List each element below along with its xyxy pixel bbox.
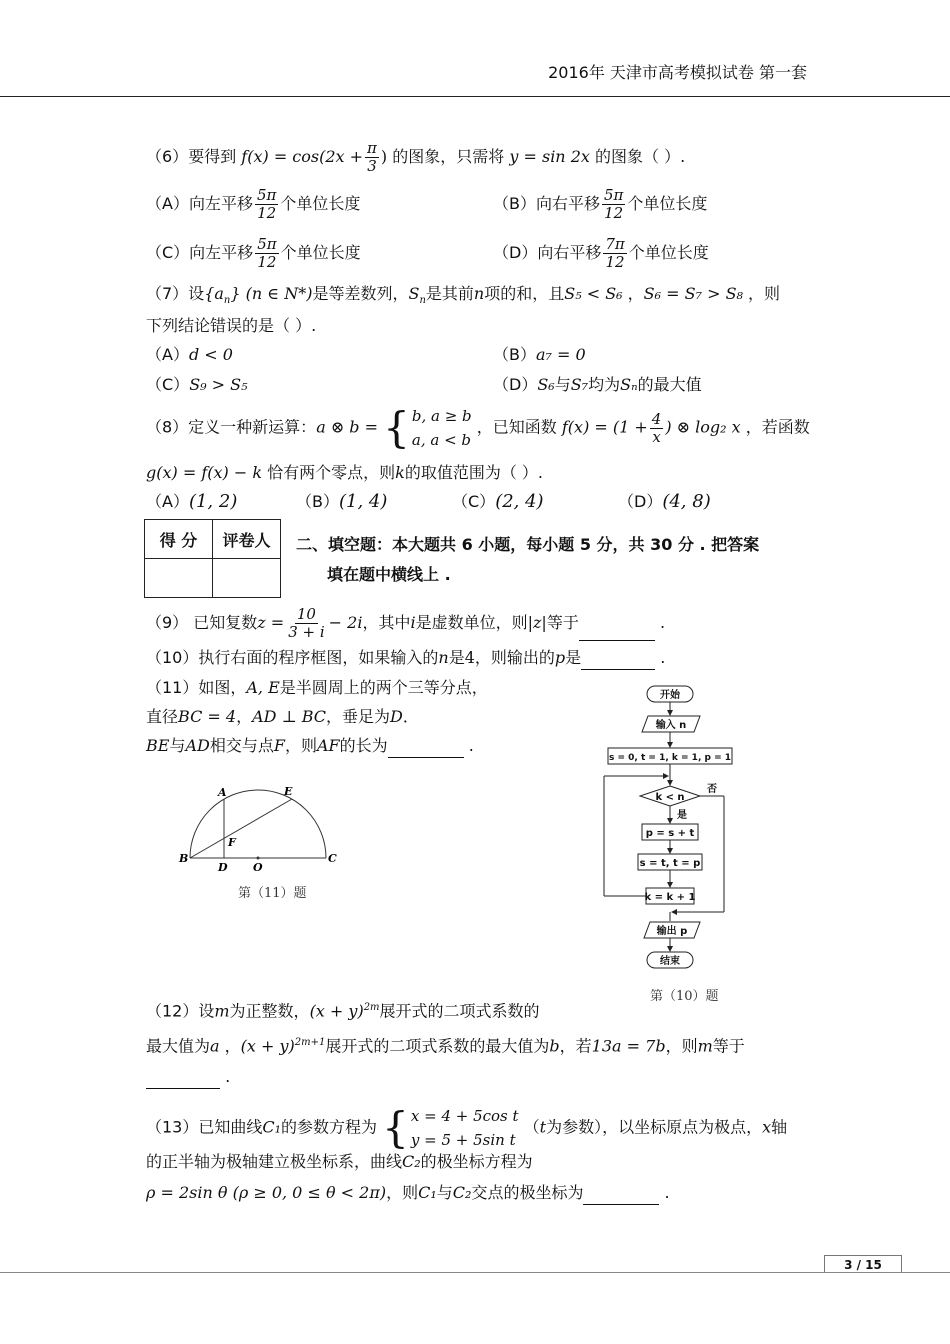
q8-option-c [452, 490, 544, 514]
q13-row1: x = 4 + 5cos t [410, 1107, 519, 1125]
flow-step-3-text: k = k + 1 [644, 892, 696, 903]
q12-l1b: 为正整数， [229, 1001, 310, 1021]
q12-b: b [549, 1036, 560, 1056]
q6-a-den: 12 [257, 204, 277, 222]
q13-l1d: 为参数），以坐标原点为极点， [546, 1117, 763, 1137]
q7-d-t2: 均为 [588, 375, 621, 394]
q8-a-label: （A） [146, 492, 189, 511]
figure-10-flowchart [600, 680, 740, 980]
q8-k: k [395, 463, 405, 482]
q13-l1e: 轴 [771, 1117, 788, 1137]
q12-l2b: ， [224, 1036, 241, 1056]
section-2-title: 二、填空题：本大题共 6 小题，每小题 5 分，共 30 分 . 把答案 [296, 535, 760, 554]
q12-l2f: 等于 [712, 1036, 745, 1056]
q8-rows [412, 404, 472, 452]
q7-d-m1: S₆ [537, 375, 555, 394]
q13-brace: { [382, 1103, 409, 1152]
q6-y: y = sin 2x [509, 147, 590, 166]
q8-b-label: （B） [296, 492, 339, 511]
q13-line2 [146, 1150, 533, 1174]
q6-c-den: 12 [257, 253, 277, 271]
q7-cond1: S₅ < S₆ [564, 284, 623, 303]
q8-fd: x [652, 427, 661, 446]
q13-c2b: C₂ [452, 1183, 472, 1202]
q8-option-b [296, 490, 387, 514]
q12-m2: m [697, 1036, 713, 1056]
q13-line1 [146, 1104, 787, 1152]
footer-rule [0, 1272, 950, 1273]
q6-option-c [146, 236, 361, 271]
q11-l3m2: AD [185, 736, 210, 755]
q12-l2e: ，则 [665, 1036, 698, 1056]
label-b: B [179, 852, 189, 865]
q7-option-b [493, 343, 586, 367]
grader-cell: 评卷人 [213, 520, 281, 559]
q7-b-label: （B） [493, 345, 536, 364]
q13-l3b: 与 [436, 1183, 453, 1202]
q13-c1b: C₁ [418, 1183, 437, 1202]
q9-rest: − 2i [328, 613, 363, 632]
q11-l2m2: AD ⊥ BC [252, 707, 326, 726]
q6-c-unit: 个单位长度 [280, 243, 361, 262]
q13-l1c: （ [523, 1117, 540, 1137]
flow-start-text: 开始 [660, 690, 680, 701]
q10-stem [146, 646, 665, 670]
q10-answer-blank[interactable] [581, 653, 655, 670]
q13-l3a: ，则 [386, 1183, 419, 1202]
q12-l2c: 展开式的二项式系数的最大值为 [325, 1036, 550, 1056]
q13-x: x [762, 1117, 772, 1137]
q13-row2: y = 5 + 5sin t [410, 1131, 516, 1149]
q7-s-sub: n [419, 295, 426, 307]
q6-b-num: 5π [603, 186, 624, 204]
q7-n: n [473, 284, 485, 303]
flow-step-2-text: s = t, t = p [639, 858, 701, 869]
page-header: 2016年 天津市高考模拟试卷 第一套 [548, 63, 807, 82]
q9-t1: ，其中 [362, 613, 411, 632]
q7-a-math: d < 0 [188, 345, 233, 364]
flow-init-text: s = 0, t = 1, k = 1, p = 1 [608, 753, 732, 763]
label-d: D [218, 861, 228, 874]
label-e: E [284, 785, 293, 798]
q12-expr2: (x + y) [240, 1036, 295, 1056]
q6-close: ) [380, 147, 388, 166]
figure-10-caption: 第（10）题 [650, 989, 719, 1004]
q10-t3: 是 [565, 648, 582, 667]
q8-option-d [618, 490, 711, 514]
semicircle-arc [190, 790, 326, 858]
q12-l1c: 展开式的二项式系数的 [379, 1001, 540, 1021]
q12-exp2: 2m+1 [294, 1037, 326, 1048]
q10-n: n [438, 648, 449, 667]
q10-num: （10）执行右面的程序框图，如果输入的 [146, 648, 439, 667]
q6-b-frac [602, 187, 625, 222]
q11-l2m3: D [390, 707, 403, 726]
score-table-body [145, 559, 281, 598]
q7-line2: 下列结论错误的是（ ）. [146, 316, 317, 335]
q8-t3: 恰有两个零点，则 [267, 463, 396, 482]
q8-g: g(x) = f(x) − k [146, 463, 263, 482]
q11-line3 [146, 734, 474, 758]
q11-l3d: 的长为 [339, 736, 388, 755]
q7-b-math: a₇ = 0 [535, 345, 586, 364]
q6-f: f(x) = cos(2x + [241, 147, 364, 166]
q12-l2d: ，若 [559, 1036, 592, 1056]
q8-row1: b, a ≥ b [411, 407, 472, 425]
q11-line1 [146, 676, 488, 700]
q8-a-math: (1, 2) [188, 491, 238, 512]
q10-t1: 是 [448, 648, 465, 667]
q8-num: （8）定义一种新运算： [146, 417, 317, 437]
flow-output-text: 输出 p [656, 926, 688, 937]
q13-answer-blank[interactable] [583, 1188, 659, 1205]
q7-c-math: S₉ > S₅ [189, 375, 248, 394]
q12-answer-blank[interactable] [146, 1072, 220, 1089]
q11-l1m: A, E [246, 678, 280, 697]
q11-l2m: BC = 4 [178, 707, 237, 726]
q13-c1: C₁ [262, 1117, 282, 1137]
q9-i: i [410, 613, 416, 632]
q6-d-unit: 个单位长度 [628, 243, 709, 262]
flow-end-text: 结束 [660, 956, 680, 967]
q13-c2: C₂ [402, 1152, 421, 1171]
q13-l2b: 的极坐标方程为 [420, 1152, 533, 1171]
q10-v: 4 [464, 648, 475, 667]
q8-brace: { [383, 403, 410, 452]
q6-a-frac [255, 187, 278, 222]
q8-b-math: (1, 4) [338, 491, 388, 512]
page-number: 3 / 15 [824, 1255, 902, 1273]
q8-line2 [146, 461, 543, 485]
q6-d-frac [603, 236, 626, 271]
q12-m: m [214, 1001, 230, 1021]
q11-l3m4: AF [316, 736, 340, 755]
q6-pre: 要得到 [188, 147, 237, 166]
q12-l2a: 最大值为 [146, 1036, 211, 1056]
q9-t3: 等于 [546, 613, 579, 632]
q13-end: . [664, 1183, 670, 1202]
q9-fd: 3 + i [288, 623, 325, 641]
q12-line1 [146, 996, 540, 1023]
q10-end: . [660, 648, 666, 667]
q8-f: f(x) = (1 + [561, 417, 648, 437]
flow-no-label: 否 [707, 784, 717, 795]
score-table-header [145, 520, 281, 559]
q8-t4: 的取值范围为（ ）. [404, 463, 544, 482]
q8-f2: ) ⊗ log₂ x [665, 417, 741, 437]
q6-b-den: 12 [604, 204, 624, 222]
q7-t5: 项的和，且 [484, 284, 565, 303]
q6-c-label: （C）向左平移 [146, 243, 254, 262]
q7-d-m3: Sₙ [620, 375, 638, 394]
q6-option-b [493, 187, 707, 222]
q11-l2d: ． [402, 707, 419, 726]
q9-abs: |z| [527, 613, 547, 632]
q7-option-d [493, 373, 702, 397]
q11-l3m: BE [146, 736, 170, 755]
score-table [144, 519, 281, 598]
q7-seq-close: } [230, 284, 241, 303]
q6-pi: π [367, 139, 377, 157]
q12-expr1: (x + y) [309, 1001, 364, 1021]
q13-l1b: 的参数方程为 [281, 1117, 378, 1137]
q8-frac [650, 411, 664, 446]
label-c: C [328, 852, 337, 865]
q13-line3 [146, 1181, 670, 1205]
q9-fn: 10 [296, 605, 316, 623]
q7-c-label: （C） [146, 375, 190, 394]
center-o-dot [257, 857, 260, 860]
q11-line2 [146, 705, 419, 729]
q11-l3c: ，则 [284, 736, 317, 755]
q8-d-label: （D） [618, 492, 663, 511]
q11-l3a: 与 [169, 736, 186, 755]
q9-end: . [659, 613, 666, 632]
q11-answer-blank[interactable] [388, 741, 464, 758]
q7-d-label: （D） [493, 375, 538, 394]
q6-post: 的图象（ ）. [595, 147, 686, 166]
q12-line3 [146, 1065, 230, 1089]
q6-option-d [493, 236, 709, 271]
q7-d-m2: S₇ [570, 375, 589, 394]
q7-a-label: （A） [146, 345, 189, 364]
q8-op: a ⊗ b = [316, 417, 379, 437]
q7-seq: {a [204, 284, 224, 303]
q13-l3c: 交点的极坐标为 [471, 1183, 584, 1202]
q11-l3m3: F [273, 736, 285, 755]
q7-domain: (n ∈ N*) [245, 284, 313, 303]
q8-stem [146, 404, 810, 452]
q7-cond2: S₆ = S₇ > S₈ [643, 284, 743, 303]
q13-param-system [382, 1104, 518, 1152]
q8-c-math: (2, 4) [495, 491, 544, 512]
flow-yes-label: 是 [677, 810, 687, 821]
q9-stem [146, 606, 665, 641]
q8-fn: 4 [651, 409, 662, 428]
q7-seq-sub: n [223, 295, 231, 307]
q9-num: （9） 已知复数 [146, 613, 258, 632]
figure-11-semicircle [170, 780, 350, 880]
q6-b-label: （B）向右平移 [493, 194, 600, 213]
q7-option-c [146, 373, 248, 397]
flow-condition-text: k < n [655, 792, 685, 803]
flow-input-text: 输入 n [655, 720, 687, 731]
q9-frac [286, 606, 326, 641]
score-blank[interactable] [145, 559, 213, 598]
q9-t2: 是虚数单位，则 [415, 613, 528, 632]
q7-comma: ， [627, 284, 644, 303]
q13-l1a: （13）已知曲线 [146, 1117, 263, 1137]
q11-l2a: 直径 [146, 707, 179, 726]
q13-rho: ρ = 2sin θ (ρ ≥ 0, 0 ≤ θ < 2π) [146, 1183, 387, 1202]
grader-blank[interactable] [213, 559, 281, 598]
q7-t4: 是其前 [425, 284, 474, 303]
q11-l2c: ，垂足为 [326, 707, 391, 726]
q7-option-a [146, 343, 233, 367]
q6-d-num: 7π [605, 235, 625, 253]
q10-p: p [554, 648, 566, 667]
q6-num: （6） [146, 147, 189, 166]
q8-piecewise [383, 404, 472, 452]
figure-11-caption: 第（11）题 [238, 886, 307, 901]
q12-exp1: 2m [363, 1002, 380, 1013]
flow-step-1-text: p = s + t [645, 828, 695, 839]
q6-d-den: 12 [605, 253, 625, 271]
score-cell: 得 分 [145, 520, 213, 559]
q6-a-num: 5π [256, 186, 277, 204]
q7-d-t1: 与 [554, 375, 571, 394]
q8-row2: a, a < b [411, 431, 472, 449]
q8-t1: ，已知函数 [476, 417, 557, 437]
q12-l1a: （12）设 [146, 1001, 215, 1021]
q7-num: （7）设 [146, 284, 205, 303]
q10-t2: ，则输出的 [474, 648, 555, 667]
q7-stem [146, 282, 780, 313]
q13-t: t [539, 1117, 547, 1137]
q11-l3b: 相交与点 [209, 736, 274, 755]
q12-line2 [146, 1031, 745, 1058]
q6-c-num: 5π [257, 235, 277, 253]
segment-be [190, 799, 292, 858]
q11-end: . [468, 736, 474, 755]
q9-z: z = [257, 613, 285, 632]
q8-c-label: （C） [452, 492, 496, 511]
header-rule [0, 96, 950, 97]
q8-t2: ，若函数 [745, 417, 810, 437]
q8-d-math: (4, 8) [662, 491, 711, 512]
label-o: O [253, 861, 263, 874]
q7-t3: 是等差数列， [312, 284, 409, 303]
q11-l1b: 是半圆周上的两个三等分点， [279, 678, 488, 697]
q8-option-a [146, 490, 237, 514]
q6-mid: 的图象，只需将 [392, 147, 505, 166]
q6-b-unit: 个单位长度 [627, 194, 708, 213]
label-f: F [228, 836, 236, 849]
q6-option-a [146, 187, 360, 222]
q6-d-label: （D）向右平移 [493, 243, 602, 262]
q11-l1a: （11）如图， [146, 678, 247, 697]
q13-rows [411, 1104, 519, 1152]
q9-answer-blank[interactable] [579, 624, 655, 641]
q6-three: 3 [367, 157, 377, 175]
q7-t6: ，则 [748, 284, 781, 303]
q7-s: S [408, 284, 420, 303]
label-a: A [218, 786, 227, 799]
q12-eq: 13a = 7b [591, 1036, 666, 1056]
q6-c-frac [255, 236, 278, 271]
q6-stem [146, 140, 685, 175]
section-2-title-cont: 填在题中横线上 . [327, 565, 451, 584]
q13-l2: 的正半轴为极轴建立极坐标系，曲线 [146, 1152, 403, 1171]
q12-a: a [210, 1036, 220, 1056]
q6-a-label: （A）向左平移 [146, 194, 253, 213]
q11-l2b: ， [236, 707, 253, 726]
q6-a-unit: 个单位长度 [280, 194, 361, 213]
q7-d-t3: 的最大值 [637, 375, 702, 394]
q6-pi-over-3 [365, 140, 379, 175]
q12-end: . [225, 1067, 231, 1086]
